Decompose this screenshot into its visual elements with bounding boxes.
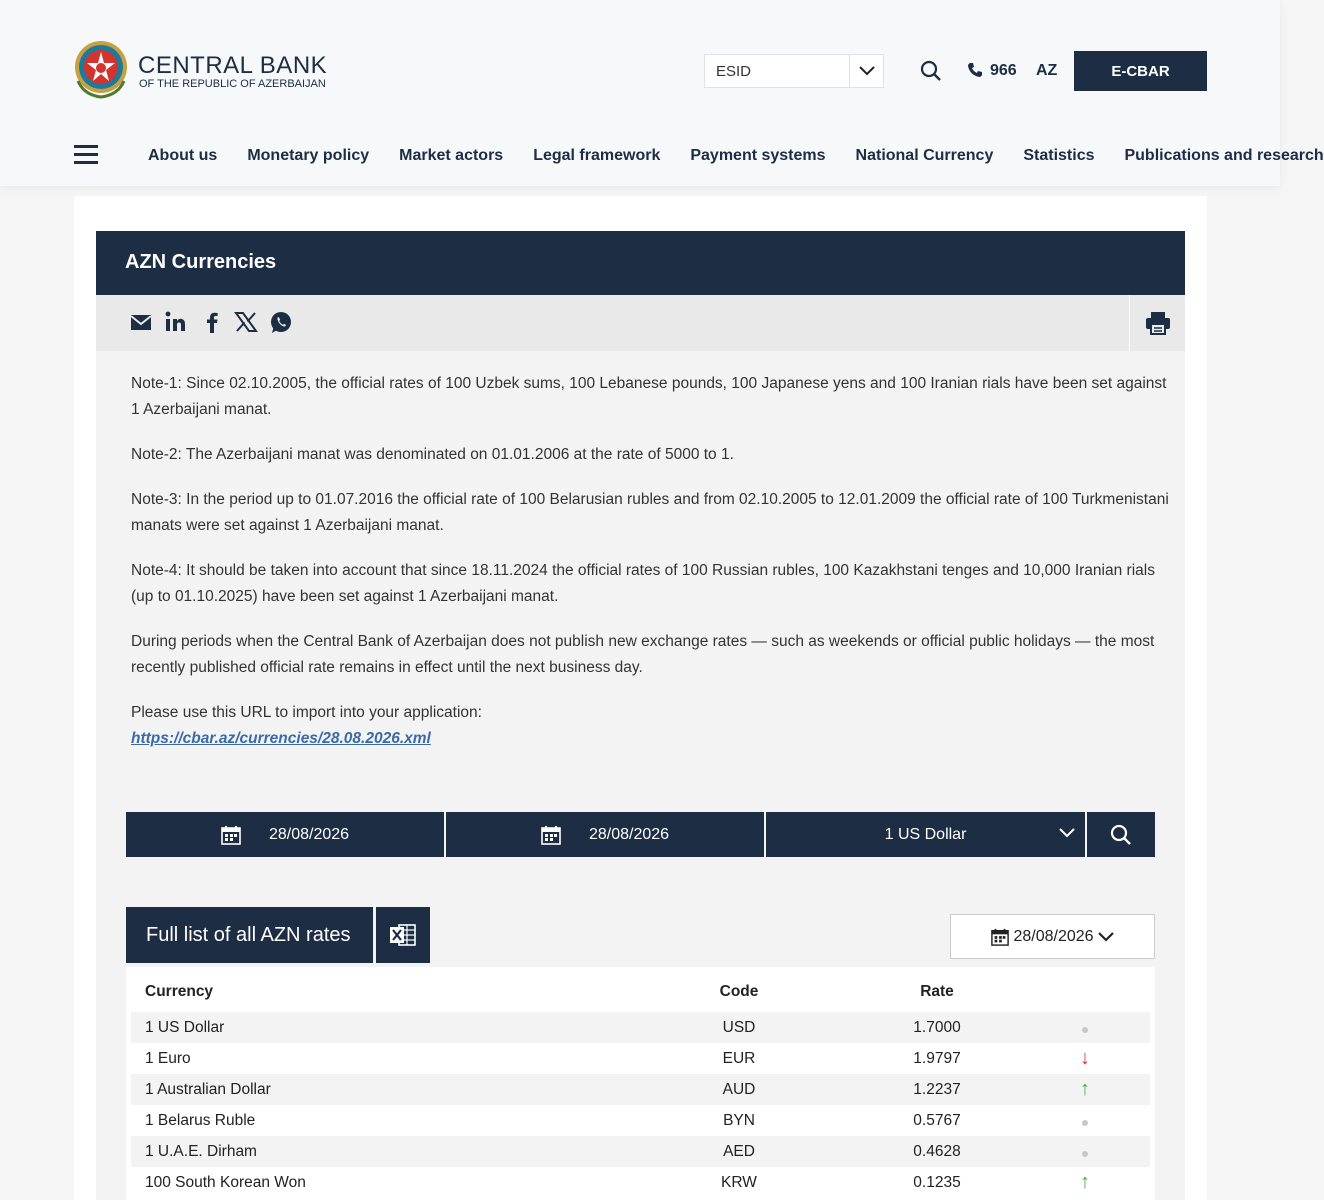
whatsapp-icon[interactable] — [269, 309, 293, 335]
calendar-icon — [991, 928, 1009, 946]
email-icon[interactable] — [130, 309, 154, 335]
currency-code: USD — [722, 1018, 756, 1036]
brand-title: CENTRAL BANK — [138, 52, 328, 79]
arrow-up-icon: ↑ — [1080, 1078, 1090, 1100]
x-icon[interactable] — [234, 309, 258, 335]
notes-block — [131, 371, 1171, 752]
trend-unchanged-icon — [1075, 1016, 1095, 1039]
nav-national-currency[interactable]: National Currency — [855, 147, 994, 164]
url-intro: Please use this URL to import into your application: — [131, 704, 482, 721]
table-header-row — [131, 976, 1150, 1007]
table-row — [131, 1074, 1150, 1105]
chevron-down-icon — [1059, 828, 1075, 838]
arrow-down-icon: ↓ — [1080, 1047, 1090, 1069]
excel-export-button[interactable] — [376, 907, 430, 963]
nav-market-actors[interactable]: Market actors — [399, 147, 504, 164]
print-button[interactable] — [1129, 295, 1185, 351]
nav-statistics[interactable]: Statistics — [1023, 147, 1095, 164]
esid-label: ESID — [716, 62, 752, 80]
note-4: Note-4: It should be taken into account that since 18.11.2024 the official rates of 100 Russian rubles, 100 Kazakhstani tenges and 10,000 Iranian rials (up to 01.10.2025) have been set against 1 Azerbaijani manat. — [131, 562, 1155, 605]
date-from-value: 28/08/2026 — [268, 825, 350, 843]
chevron-down-icon[interactable] — [849, 55, 883, 87]
calendar-icon — [541, 825, 561, 845]
table-row — [131, 1105, 1150, 1136]
currency-rate: 0.4628 — [913, 1142, 961, 1160]
language-switch[interactable]: AZ — [1036, 62, 1058, 79]
currency-name: 100 South Korean Won — [145, 1173, 306, 1191]
note-1: Note-1: Since 02.10.2005, the official rates of 100 Uzbek sums, 100 Lebanese pounds, 100 Japanese yens and 100 Iranian rials have been set against 1 Azerbaijani manat. — [131, 375, 1167, 418]
date-to-value: 28/08/2026 — [588, 825, 670, 843]
search-icon — [1110, 824, 1132, 846]
currency-code: KRW — [721, 1173, 757, 1191]
rates-date-value: 28/08/2026 — [1013, 927, 1094, 945]
nav-monetary-policy[interactable]: Monetary policy — [247, 147, 370, 164]
currency-rate: 1.9797 — [913, 1049, 961, 1067]
rates-table — [126, 967, 1155, 1200]
page-title: AZN Currencies — [125, 251, 277, 273]
arrow-up-icon: ↑ — [1080, 1171, 1090, 1193]
site-header — [0, 0, 1324, 186]
nav-about-us[interactable]: About us — [148, 147, 218, 164]
calendar-icon — [221, 825, 241, 845]
date-to-picker[interactable] — [446, 812, 764, 857]
linkedin-icon[interactable] — [164, 309, 188, 335]
currency-rate: 0.5767 — [913, 1111, 961, 1129]
main-nav — [138, 144, 1324, 168]
col-currency-header: Currency — [145, 982, 214, 1000]
brand-subtitle: OF THE REPUBLIC OF AZERBAIJAN — [139, 78, 326, 90]
currency-name: 1 US Dollar — [145, 1018, 225, 1036]
table-row — [131, 1012, 1150, 1043]
note-holidays: During periods when the Central Bank of Azerbaijan does not publish new exchange rates — such as weekends or official public holidays — the most recently published official rate remains in effect until the next business day. — [131, 633, 1155, 676]
date-from-picker[interactable] — [126, 812, 444, 857]
trend-unchanged-icon — [1075, 1109, 1095, 1132]
nav-payment-systems[interactable]: Payment systems — [690, 147, 826, 164]
currency-name: 1 Euro — [145, 1049, 191, 1067]
phone-number[interactable]: 966 — [990, 62, 1017, 79]
page-title-bar — [96, 231, 1185, 295]
hamburger-menu-icon[interactable] — [74, 145, 98, 167]
share-bar — [96, 295, 1185, 351]
currency-rate: 1.2237 — [913, 1080, 961, 1098]
ecbar-button[interactable]: E-CBAR — [1074, 51, 1207, 91]
rates-date-select[interactable] — [950, 914, 1155, 959]
rates-list-title: Full list of all AZN rates — [126, 907, 373, 963]
esid-dropdown[interactable] — [704, 54, 884, 88]
excel-icon — [389, 922, 417, 948]
currency-select[interactable] — [766, 812, 1085, 857]
phone-icon — [967, 62, 983, 78]
table-row — [131, 1043, 1150, 1074]
currency-code: BYN — [723, 1111, 755, 1129]
facebook-icon[interactable] — [201, 309, 225, 335]
currency-select-value: 1 US Dollar — [884, 825, 967, 843]
central-bank-logo[interactable] — [74, 39, 128, 99]
currency-code: AED — [723, 1142, 755, 1160]
xml-url-link[interactable]: https://cbar.az/currencies/28.08.2026.xml — [131, 730, 431, 747]
printer-icon — [1145, 311, 1171, 335]
currency-name: 1 Belarus Ruble — [145, 1111, 256, 1129]
trend-unchanged-icon — [1075, 1140, 1095, 1163]
note-3: Note-3: In the period up to 01.07.2016 the official rate of 100 Belarusian rubles and from 02.10.2005 to 12.01.2009 the official rate of 100 Turkmenistani manats were set against 1 Azerbaijani manat. — [131, 491, 1169, 534]
currency-rate: 1.7000 — [913, 1018, 961, 1036]
col-code-header: Code — [719, 982, 759, 1000]
search-icon[interactable] — [920, 60, 942, 82]
currency-rate: 0.1235 — [913, 1173, 961, 1191]
chevron-down-icon — [1098, 932, 1114, 942]
nav-publications[interactable]: Publications and research — [1124, 147, 1324, 164]
currency-code: AUD — [722, 1080, 756, 1098]
currency-code: EUR — [722, 1049, 756, 1067]
currency-panel — [96, 351, 1185, 1200]
nav-legal-framework[interactable]: Legal framework — [533, 147, 661, 164]
currency-name: 1 Australian Dollar — [145, 1080, 271, 1098]
note-2: Note-2: The Azerbaijani manat was denominated on 01.01.2006 at the rate of 5000 to 1. — [131, 446, 734, 463]
col-rate-header: Rate — [920, 982, 954, 1000]
rates-list-header — [126, 907, 430, 963]
search-submit-button[interactable] — [1087, 812, 1155, 857]
table-row — [131, 1136, 1150, 1167]
currency-name: 1 U.A.E. Dirham — [145, 1142, 257, 1160]
table-row — [131, 1167, 1150, 1198]
